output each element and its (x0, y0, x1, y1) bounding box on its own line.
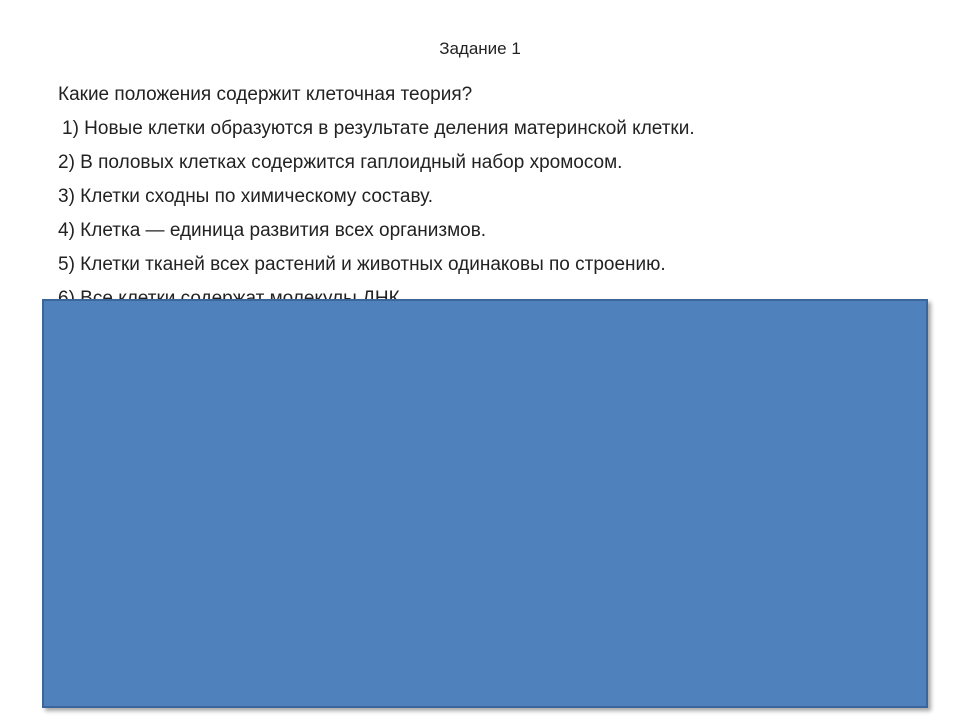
answer-cover-rectangle[interactable] (42, 299, 928, 708)
answer-options-list (58, 116, 918, 320)
slide-body (58, 82, 918, 320)
answer-option-5: 5) Клетки тканей всех растений и животных одинаковы по строению. (58, 254, 666, 275)
answer-option-2: 2) В половых клетках содержится гаплоидный набор хромосом. (58, 152, 623, 173)
answer-option-1: 1) Новые клетки образуются в результате деления материнской клетки. (62, 118, 695, 139)
slide-title: Задание 1 (439, 39, 521, 58)
answer-option-3: 3) Клетки сходны по химическому составу. (58, 186, 434, 207)
answer-option-4: 4) Клетка — единица развития всех организмов. (58, 220, 487, 241)
question-text: Какие положения содержит клеточная теория? (58, 84, 473, 105)
